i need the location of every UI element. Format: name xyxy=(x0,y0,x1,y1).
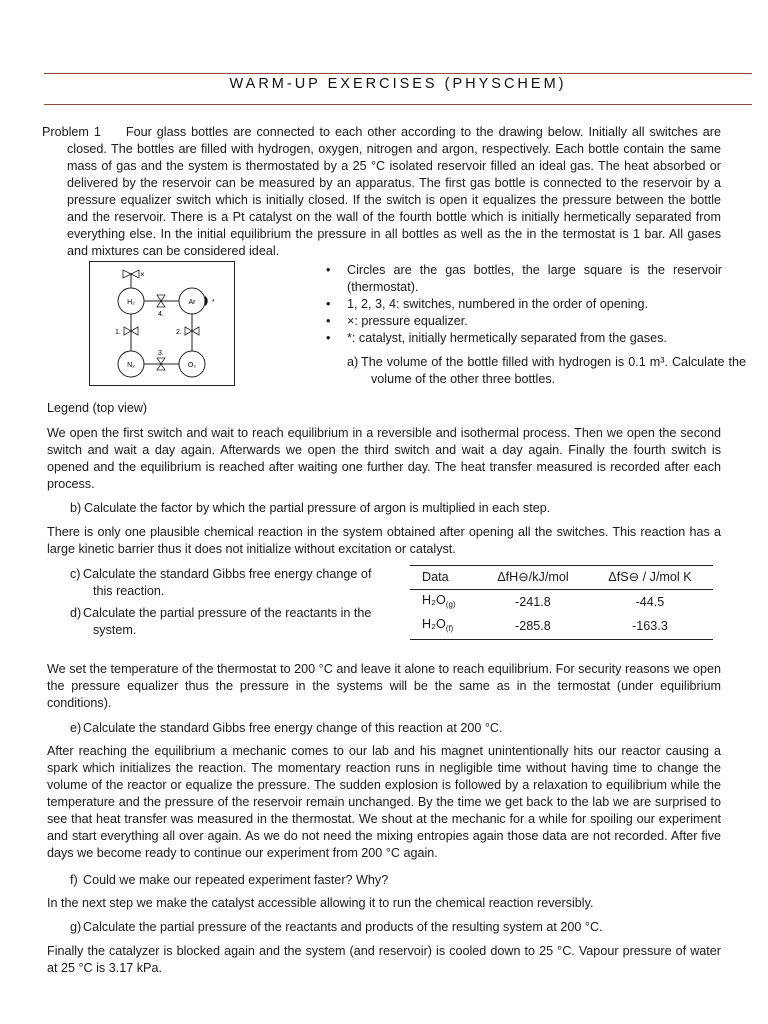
bullet-item: • ×: pressure equalizer. xyxy=(326,314,468,328)
paragraph-4: After reaching the equilibrium a mechanic comes to our lab and his magnet unintentionally hits our reactor causing a spark which initializes the reaction. The momentary reaction runs in negligible time without having time to change the volume of the reactor or equalize the pressure. The sudden explosion is followed by a relaxation to equilibrium while the temperature and the pressure of the reservoir remain unchanged. By the time we get back to the lab we are surprised to see that heat transfer was measured in the thermostat. We shout at the mechanic for a while for spoiling our experiment and start everything all over again. As we do not need the mixing entropies again those data are not recorded. After five days we become ready to continue our experiment from 200 °C again. xyxy=(47,744,721,860)
bullet-item: • Circles are the gas bottles, the large square is the reservoir (thermostat). xyxy=(326,263,722,294)
header-data: Data xyxy=(422,570,449,584)
table-header-row xyxy=(410,566,713,590)
bullet-item: • 1, 2, 3, 4: switches, numbered in the order of opening. xyxy=(326,297,649,311)
paragraph-1: We open the first switch and wait to reach equilibrium in a reversible and isothermal process. Then we open the second switch and wait a day again. Afterwards we open the third switch and wait a day again. Finally the fourth switch is opened and the equilibrium is reached after waiting one further day. The heat transfer measured is recorded after each process. xyxy=(47,426,721,491)
table-row: $H_2O_{(f)}$ -285.8 -163.3 xyxy=(410,615,713,640)
table-row: $H_2O_{(g)}$ -241.8 -44.5 xyxy=(422,592,665,609)
header-ds: ΔfS⊖ / J/mol K xyxy=(608,570,692,584)
question-a: a) The volume of the bottle filled with hydrogen is 0.1 m³. Calculate the volume of the other three bottles. xyxy=(347,355,746,386)
label-catalyst: * xyxy=(212,299,215,306)
question-c: c) Calculate the standard Gibbs free energy change of this reaction. xyxy=(70,567,372,598)
top-rule xyxy=(44,73,752,74)
label-switch-3: 3. xyxy=(158,350,164,357)
bullet-item: • *: catalyst, initially hermetically separated from the gases. xyxy=(326,331,667,345)
problem-intro-text: Four glass bottles are connected to each other according to the drawing below. Initially all switches are closed. The bottles are filled with hydrogen, oxygen, nitrogen and argon, respectively. Each bottle contain the same mass of gas and the system is thermostated by a 25 °C isolated reservoir filled an ideal gas. The heat absorbed or delivered by the reservoir can be measured by an apparatus. The first gas bottle is connected to the reservoir by a pressure equalizer switch which is initially closed. If the switch is open it equalizes the pressure between the bottle and the reservoir. There is a Pt catalyst on the wall of the fourth bottle which is initially hermetically separated from everything else. In the initial equilibrium the pressure in all bottles as well as the in the termostat is 1 bar. All gases and mixtures can be considered ideal. xyxy=(67,125,722,258)
paragraph-5: In the next step we make the catalyst accessible allowing it to run the chemical reaction reversibly. xyxy=(47,896,594,910)
paragraph-2: There is only one plausible chemical reaction in the system obtained after opening all the switches. This reaction has a large kinetic barrier thus it does not initialize without excitation or catalyst. xyxy=(47,525,721,556)
paragraph-6: Finally the catalyzer is blocked again and the system (and reservoir) is cooled down to 25 °C. Vapour pressure of water at 25 °C is 3.17 kPa. xyxy=(47,944,721,975)
label-n2: N₂ xyxy=(127,362,135,369)
question-b: b) Calculate the factor by which the partial pressure of argon is multiplied in each step. xyxy=(70,501,551,515)
label-o2: O₂ xyxy=(187,362,197,369)
question-e: e) Calculate the standard Gibbs free energy change of this reaction at 200 °C. xyxy=(70,721,503,735)
label-switch-4: 4. xyxy=(158,311,164,318)
catalyst-marker xyxy=(205,296,208,306)
question-g: g) Calculate the partial pressure of the reactants and products of the resulting system at 200 °C. xyxy=(70,920,603,934)
problem-label: Problem 1 xyxy=(42,125,101,139)
legend-caption: Legend (top view) xyxy=(47,401,148,415)
header-dh: ΔfH⊖/kJ/mol xyxy=(497,570,569,584)
page-title: WARM-UP EXERCISES (PHYSCHEM) xyxy=(229,76,567,92)
problem-intro xyxy=(42,124,721,260)
question-d: d) Calculate the partial pressure of the reactants in the system. xyxy=(70,606,372,637)
title-underline xyxy=(44,104,752,105)
thermo-data-table xyxy=(410,565,713,640)
legend-bullet-list xyxy=(324,262,722,347)
label-switch-2: 2. xyxy=(176,329,182,336)
label-equalizer: × xyxy=(140,270,145,279)
bottle-diagram xyxy=(89,261,237,387)
question-f: f) Could we make our repeated experiment faster? Why? xyxy=(70,873,389,887)
paragraph-3: We set the temperature of the thermostat to 200 °C and leave it alone to reach equilibrium. For security reasons we open the pressure equalizer thus the pressure in the systems will be the same as in the termostat (under equilibrium conditions). xyxy=(47,662,721,710)
label-switch-1: 1. xyxy=(115,329,121,336)
label-ar: Ar xyxy=(188,299,196,306)
label-h2: H₂ xyxy=(127,299,135,306)
